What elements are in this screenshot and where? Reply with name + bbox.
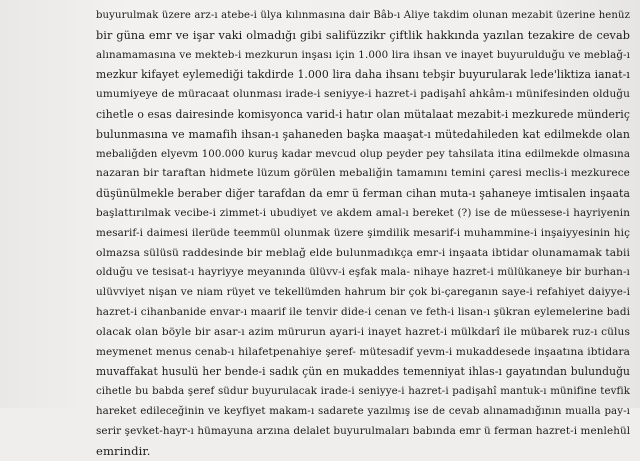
text-line: hazret-i cihanbanide envar-ı maarif ile tenvir dide-i cenan ve feth-i lisan-ı şükran eylemelerine badi [96, 305, 630, 318]
text-line: ulüvviyet nişan ve niam rüyet ve tekellümden hahrum bir çok bi-çareganın saye-i refahiyet daiyye-i [96, 286, 630, 299]
document-text [96, 6, 630, 461]
text-line: alınamamasına ve mekteb-i mezkurun inşası için 1.000 lira ihsan ve inayet buyurulduğu ve meblağ-ı [96, 48, 630, 61]
text-line: mesarif-i daimesi ilerüde teemmül olunmak üzere şimdilik mesarif-i muhammine-i inşaiyyesinin hiç [96, 226, 630, 239]
text-line: hareket edileceğinin ve keyfiyet makam-ı sadarete yazılmış ise de cevab alınamadığının mualla pay-ı [96, 405, 630, 417]
text-line: umumiyeye de müracaat olunması irade-i seniyye-i hazret-i padişahî ahkâm-ı münifesinden olduğu [96, 88, 630, 101]
text-line: başlattırılmak vecibe-i zimmet-i ubudiyet ve akdem amal-ı bereket (?) ise de müessese-i hayriyenin [96, 206, 630, 219]
text-line: cihetle o esas dairesinde komisyonca varid-i hatır olan mütalaat mezabit-i mezkurede münderiç [96, 107, 630, 121]
text-line: bulunmasına ve mamafih ihsan-ı şahaneden başka maaşat-ı mütedahileden kat edilmekde olan [96, 127, 630, 141]
text-line: bir güna emr ve işar vaki olmadığı gibi salifüzzikr çiftlik hakkında yazılan tezakire de cevab [96, 28, 630, 42]
text-line: muvaffakat husulü her bende-i sadık çün en mukaddes temenniyat ihlas-ı gayatından bulunduğu [96, 365, 630, 379]
text-line: meymenet menus cenab-ı hilafetpenahiye şeref- mütesadif yevm-i mukaddesede inşaatına ibtidara [96, 345, 630, 358]
text-line: emrindir. [96, 443, 151, 458]
text-line: düşünülmekle beraber diğer tarafdan da emr ü ferman cihan muta-ı şahaneye imtisalen inşaata [96, 187, 630, 201]
text-line: cihetle bu babda şeref südur buyurulacak irade-i seniyye-i hazret-i padişahî mantuk-ı münifine tevfik [96, 386, 630, 398]
text-line: olmazsa sülüsü raddesinde bir meblağ elde bulunmadıkça emr-i inşaata ibtidar olunamamak tabii [96, 246, 630, 259]
text-line: serir şevket-hayr-ı hümayuna arzına delalet buyurulmaları babında emr ü ferman hazret-i menlehül [96, 424, 631, 437]
text-line: mezkur kifayet eylemediği takdirde 1.000 lira daha ihsanı tebşir buyurularak lede'liktiza ianat-ı [96, 68, 630, 82]
text-line: nazaran bir taraftan hidmete lüzum görülen mebaliğin tamamını temini çaresi meclis-i mezkurece [96, 167, 630, 180]
text-line: olduğu ve tesisat-ı hayriyye meyanında ülüvv-i eşfak mala- nihaye hazret-i mülükaneye bir burhan-ı [96, 266, 630, 279]
text-line: mebaliğden elyevm 100.000 kuruş kadar mevcud olup peyder pey tahsilata itina edilmekde olmasına [96, 148, 630, 160]
text-line: olacak olan böyle bir asar-ı azim mürurun ayari-i inayet hazret-i mülkdarî ile mübarek ruz-ı cülus [96, 325, 630, 338]
text-line: buyurulmak üzere arz-ı atebe-i ülya kılınmasına dair Bâb-ı Aliye takdim olunan mezabit üzerine henüz [96, 10, 630, 21]
